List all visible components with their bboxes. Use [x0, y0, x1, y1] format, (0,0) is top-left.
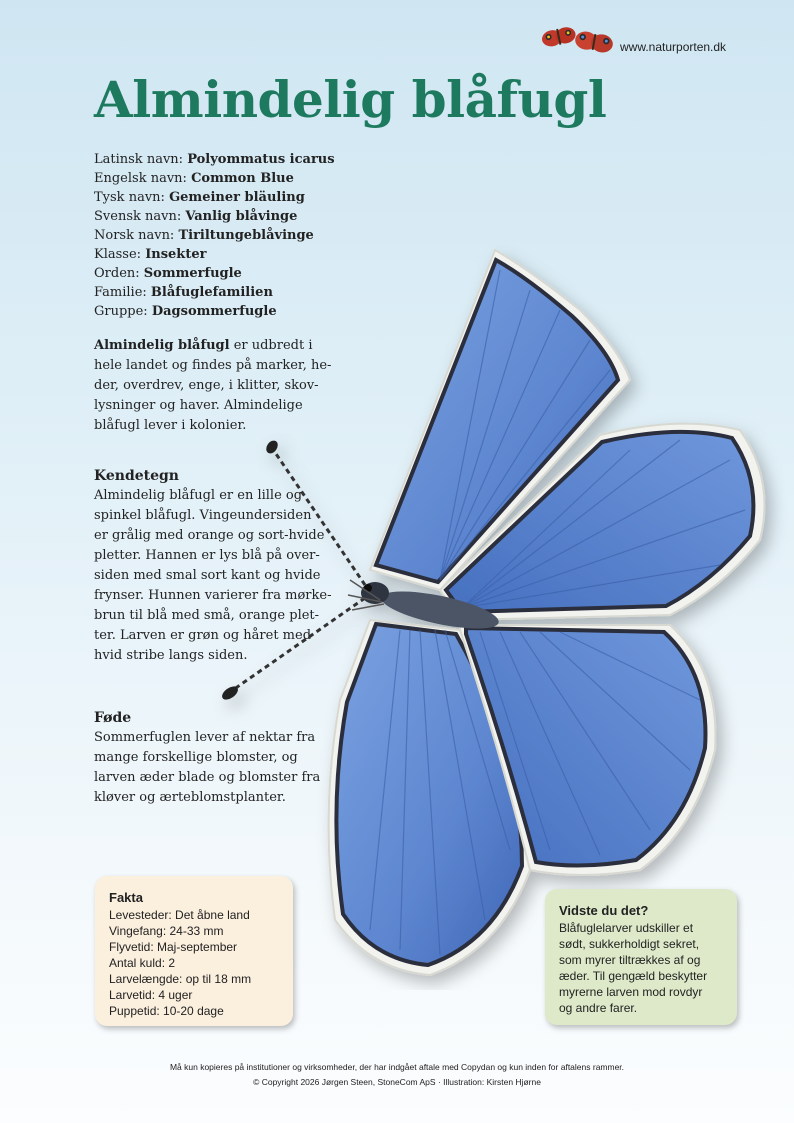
name-row-family: Familie: Blåfuglefamilien [94, 285, 273, 300]
fakta-box [95, 876, 293, 1026]
kendetegn-text: Almindelig blåfugl er en lille og spinkel blåfugl. Vingeundersiden er grålig med orange og sort-hvide pletter. Hannen er lys blå på over- siden med smal sort kant og hvide frynser. Hunnen varierer fra mørke- brun til blå med små, orange plet- ter. Larven er grøn og håret med hvid stribe langs siden. [94, 488, 332, 663]
vidste-line: og andre farer. [559, 1001, 638, 1015]
website-url[interactable]: www.naturporten.dk [620, 40, 727, 54]
footer-copy-notice: Må kun kopieres på institutioner og virksomheder, der har indgået aftale med Copydan og kun inden for aftalens rammer. [169, 1062, 625, 1072]
name-row-order: Orden: Sommerfugle [94, 266, 242, 281]
fakta-item: Larvelængde: op til 18 mm [109, 972, 252, 986]
name-row-group: Gruppe: Dagsommerfugle [94, 304, 277, 319]
foede-section [94, 708, 344, 808]
vidste-du-det-box [545, 889, 737, 1025]
vidste-line: som myrer tiltrækkes af og [559, 953, 701, 967]
fakta-item: Larvetid: 4 uger [109, 988, 193, 1002]
kendetegn-heading: Kendetegn [94, 468, 179, 484]
footer [0, 1060, 794, 1090]
name-row-swedish: Svensk navn: Vanlig blåvinge [94, 209, 298, 224]
fakta-item: Vingefang: 24-33 mm [109, 924, 224, 938]
fakta-item: Antal kuld: 2 [109, 956, 176, 970]
name-row-english: Engelsk navn: Common Blue [94, 171, 294, 186]
intro-paragraph: Almindelig blåfugl er udbredt i hele landet og findes på marker, he- der, overdrev, enge, i klitter, skov- lysninger og haver. Almindelige blåfugl lever i kolonier. [94, 338, 332, 433]
foede-heading: Føde [94, 710, 132, 726]
vidste-line: Blåfuglelarver udskiller et [559, 921, 694, 935]
vidste-line: sødt, sukkerholdigt sekret, [559, 937, 700, 951]
fakta-item: Puppetid: 10-20 dage [109, 1004, 224, 1018]
footer-copyright: © Copyright 2026 Jørgen Steen, StoneCom ApS · Illustration: Kirsten Hjørne [253, 1077, 541, 1087]
vidste-line: myrerne larven mod rovdyr [559, 985, 703, 999]
fakta-item: Flyvetid: Maj-september [109, 940, 238, 954]
vidste-heading: Vidste du det? [559, 903, 649, 918]
name-row-class: Klasse: Insekter [94, 247, 207, 262]
fakta-heading: Fakta [109, 890, 143, 905]
page-title: Almindelig blåfugl [94, 70, 607, 129]
fakta-item: Levesteder: Det åbne land [109, 908, 250, 922]
butterflies-logo-icon [538, 18, 618, 58]
foede-text: Sommerfuglen lever af nektar fra mange forskellige blomster, og larven æder blade og blomster fra kløver og ærteblomstplanter. [94, 730, 321, 805]
name-row-norwegian: Norsk navn: Tiriltungeblåvinge [94, 228, 314, 243]
name-row-latin: Latinsk navn: Polyommatus icarus [94, 152, 335, 167]
name-row-german: Tysk navn: Gemeiner bläuling [94, 190, 305, 205]
vidste-line: æder. Til gengæld beskytter [559, 969, 708, 983]
kendetegn-section [94, 466, 344, 666]
